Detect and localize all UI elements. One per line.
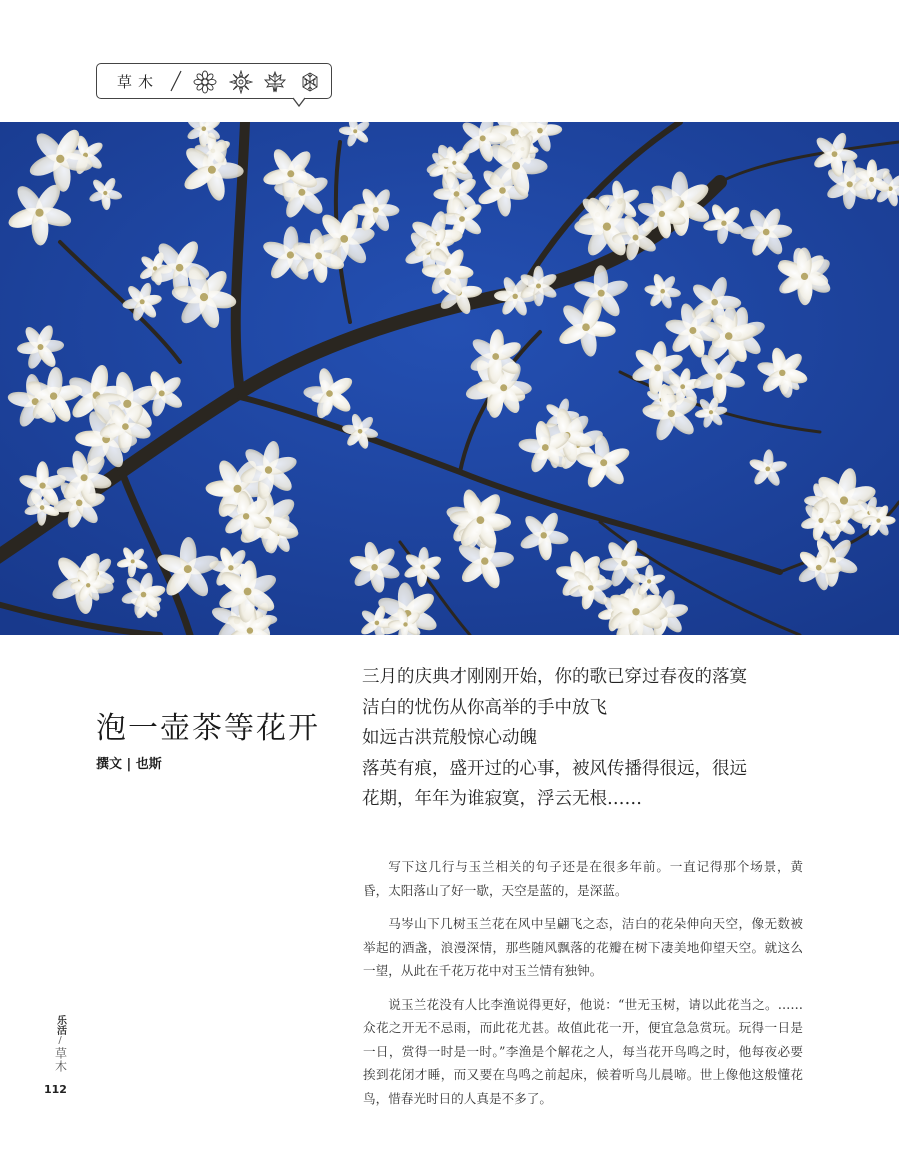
body-paragraph: 马岑山下几树玉兰花在风中呈翩飞之态，洁白的花朵伸向天空，像无数被举起的酒盏，浪漫深情，那些随风飘落的花瓣在树下凄美地仰望天空。就这么一望，从此在千花万花中对玉兰情有独钟。 <box>363 916 803 978</box>
article-body <box>363 855 803 1120</box>
body-paragraph: 写下这几行与玉兰相关的句子还是在很多年前。一直记得那个场景，黄昏，太阳落山了好一歇，天空是蓝的，是深蓝。 <box>363 859 803 898</box>
tag-pointer <box>293 97 305 107</box>
poem-line: 如远古洪荒般惊心动魄 <box>362 728 537 748</box>
folio-section <box>50 1015 70 1073</box>
snowflake-icon <box>298 70 322 94</box>
poem-line: 落英有痕，盛开过的心事，被风传播得很远，很远 <box>362 758 747 779</box>
poem-line: 三月的庆典才刚刚开始，你的歌已穿过春夜的落寞 <box>362 667 747 687</box>
flower-outline-icon <box>193 70 217 94</box>
poem-line: 洁白的忧伤从你高举的手中放飞 <box>362 697 607 718</box>
magazine-brand: 乐活 <box>54 1015 66 1035</box>
magnolia-illustration <box>0 122 899 635</box>
section-tag-label: 草木 <box>117 73 160 91</box>
page-number: 112 <box>44 1083 67 1096</box>
folio-slash: / <box>58 1035 62 1046</box>
article-byline: 撰文 | 也斯 <box>96 757 162 772</box>
poem <box>362 662 802 815</box>
folio-section-name: 草木 <box>53 1047 68 1073</box>
sun-flower-icon <box>229 70 253 94</box>
poem-line: 花期，年年为谁寂寞，浮云无根…… <box>362 789 642 809</box>
article-title: 泡一壶茶等花开 <box>96 711 320 746</box>
magnolia-photo <box>0 122 899 635</box>
section-tag <box>96 63 332 99</box>
tag-divider-slash <box>169 68 183 94</box>
maple-leaf-icon <box>263 70 287 94</box>
body-paragraph: 说玉兰花没有人比李渔说得更好，他说：“世无玉树，请以此花当之。……众花之开无不忌雨，而此花尤甚。故值此花一开，便宜急急赏玩。玩得一日是一日，赏得一时是一时。”李渔是个解花之人，每当花开鸟鸣之时，他每夜必要挨到花闭才睡，而又要在鸟鸣之前起床，候着听鸟儿晨啼。世上像他这般懂花鸟，惜春光时日的人真是不多了。 <box>363 996 803 1106</box>
